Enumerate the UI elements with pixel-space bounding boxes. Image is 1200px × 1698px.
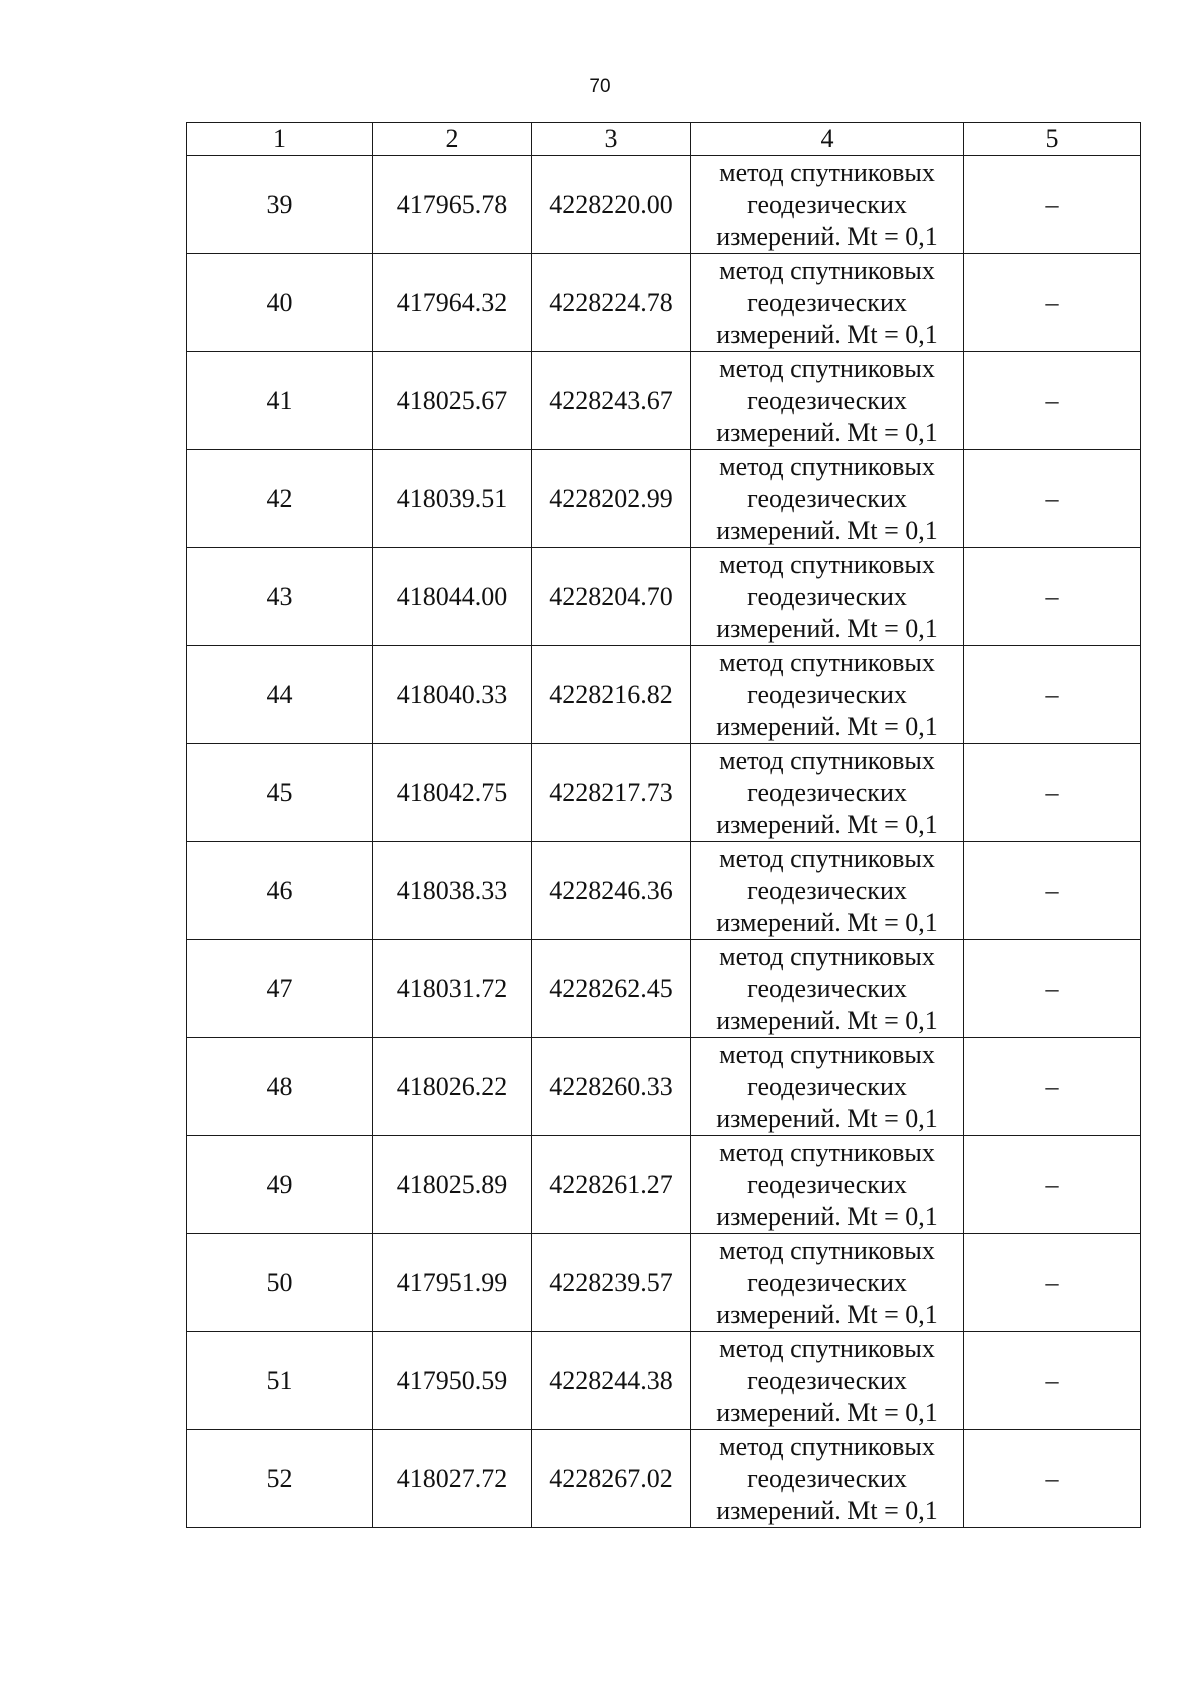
method-cell: метод спутниковых геодезических измерений. Mt = 0,1 [691, 156, 964, 254]
method-cell: метод спутниковых геодезических измерений. Mt = 0,1 [691, 646, 964, 744]
coordinate-x-cell: 418038.33 [373, 842, 532, 940]
table-row [187, 646, 1141, 744]
coordinate-y-cell: 4228261.27 [532, 1136, 691, 1234]
note-cell: – [964, 744, 1141, 842]
point-number-cell: 45 [187, 744, 373, 842]
coordinate-x-cell: 418042.75 [373, 744, 532, 842]
table-header [187, 123, 1141, 156]
coordinate-x-cell: 418044.00 [373, 548, 532, 646]
note-cell: – [964, 156, 1141, 254]
coordinate-x-cell: 418031.72 [373, 940, 532, 1038]
coordinate-y-cell: 4228243.67 [532, 352, 691, 450]
coordinate-x-cell: 417951.99 [373, 1234, 532, 1332]
point-number-cell: 50 [187, 1234, 373, 1332]
coordinate-x-cell: 418040.33 [373, 646, 532, 744]
page-number: 70 [589, 76, 611, 97]
method-cell: метод спутниковых геодезических измерений. Mt = 0,1 [691, 1234, 964, 1332]
coordinate-y-cell: 4228239.57 [532, 1234, 691, 1332]
note-cell: – [964, 450, 1141, 548]
point-number-cell: 48 [187, 1038, 373, 1136]
table-row [187, 352, 1141, 450]
coordinate-x-cell: 418026.22 [373, 1038, 532, 1136]
note-cell: – [964, 1234, 1141, 1332]
note-cell: – [964, 254, 1141, 352]
point-number-cell: 49 [187, 1136, 373, 1234]
table-row [187, 1038, 1141, 1136]
table-body [187, 156, 1141, 1528]
method-cell: метод спутниковых геодезических измерений. Mt = 0,1 [691, 1332, 964, 1430]
method-cell: метод спутниковых геодезических измерений. Mt = 0,1 [691, 1136, 964, 1234]
coordinate-x-cell: 417950.59 [373, 1332, 532, 1430]
table-row [187, 744, 1141, 842]
table-row [187, 450, 1141, 548]
note-cell: – [964, 1038, 1141, 1136]
coordinate-y-cell: 4228216.82 [532, 646, 691, 744]
method-cell: метод спутниковых геодезических измерений. Mt = 0,1 [691, 254, 964, 352]
table-row [187, 1136, 1141, 1234]
point-number-cell: 41 [187, 352, 373, 450]
point-number-cell: 52 [187, 1430, 373, 1528]
method-cell: метод спутниковых геодезических измерений. Mt = 0,1 [691, 450, 964, 548]
method-cell: метод спутниковых геодезических измерений. Mt = 0,1 [691, 940, 964, 1038]
method-cell: метод спутниковых геодезических измерений. Mt = 0,1 [691, 1038, 964, 1136]
table-row [187, 842, 1141, 940]
point-number-cell: 40 [187, 254, 373, 352]
method-cell: метод спутниковых геодезических измерений. Mt = 0,1 [691, 842, 964, 940]
table-row [187, 1332, 1141, 1430]
note-cell: – [964, 646, 1141, 744]
coordinate-y-cell: 4228244.38 [532, 1332, 691, 1430]
method-cell: метод спутниковых геодезических измерений. Mt = 0,1 [691, 548, 964, 646]
point-number-cell: 47 [187, 940, 373, 1038]
point-number-cell: 42 [187, 450, 373, 548]
note-cell: – [964, 352, 1141, 450]
coordinate-y-cell: 4228260.33 [532, 1038, 691, 1136]
method-cell: метод спутниковых геодезических измерений. Mt = 0,1 [691, 1430, 964, 1528]
coordinate-y-cell: 4228220.00 [532, 156, 691, 254]
table-row [187, 940, 1141, 1038]
coordinate-y-cell: 4228262.45 [532, 940, 691, 1038]
header-col-3: 3 [532, 123, 691, 156]
header-row [187, 123, 1141, 156]
coordinate-x-cell: 418025.89 [373, 1136, 532, 1234]
point-number-cell: 44 [187, 646, 373, 744]
method-cell: метод спутниковых геодезических измерений. Mt = 0,1 [691, 744, 964, 842]
coordinate-y-cell: 4228217.73 [532, 744, 691, 842]
coordinate-y-cell: 4228246.36 [532, 842, 691, 940]
coordinate-y-cell: 4228267.02 [532, 1430, 691, 1528]
note-cell: – [964, 1430, 1141, 1528]
header-col-4: 4 [691, 123, 964, 156]
table-row [187, 1430, 1141, 1528]
note-cell: – [964, 940, 1141, 1038]
note-cell: – [964, 1136, 1141, 1234]
coordinates-table [186, 122, 1141, 1528]
coordinate-x-cell: 417965.78 [373, 156, 532, 254]
coordinate-x-cell: 417964.32 [373, 254, 532, 352]
table-row [187, 548, 1141, 646]
point-number-cell: 43 [187, 548, 373, 646]
note-cell: – [964, 1332, 1141, 1430]
coordinate-y-cell: 4228224.78 [532, 254, 691, 352]
table-row [187, 1234, 1141, 1332]
method-cell: метод спутниковых геодезических измерений. Mt = 0,1 [691, 352, 964, 450]
coordinate-x-cell: 418027.72 [373, 1430, 532, 1528]
note-cell: – [964, 548, 1141, 646]
header-col-2: 2 [373, 123, 532, 156]
table-row [187, 156, 1141, 254]
header-col-5: 5 [964, 123, 1141, 156]
coordinate-x-cell: 418025.67 [373, 352, 532, 450]
point-number-cell: 51 [187, 1332, 373, 1430]
note-cell: – [964, 842, 1141, 940]
point-number-cell: 46 [187, 842, 373, 940]
table-row [187, 254, 1141, 352]
coordinate-y-cell: 4228202.99 [532, 450, 691, 548]
header-col-1: 1 [187, 123, 373, 156]
point-number-cell: 39 [187, 156, 373, 254]
coordinate-y-cell: 4228204.70 [532, 548, 691, 646]
coordinate-x-cell: 418039.51 [373, 450, 532, 548]
